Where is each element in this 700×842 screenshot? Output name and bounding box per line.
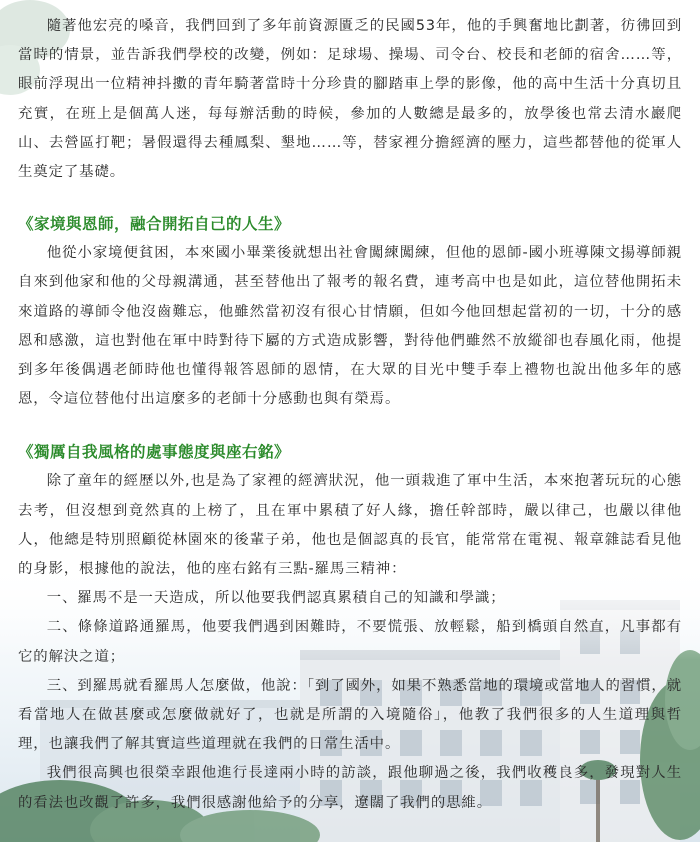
- mentor-paragraph: 他從小家境便貧困，本來國小畢業後就想出社會闖練闖練，但他的恩師-國小班導陳文揚導師親自來到他家和他的父母親溝通，甚至替他出了報考的報名費，連考高中也是如此，這位替他開拓未來道路的導師令他沒齒難忘，他雖然當初沒有很心甘情願，但如今他回想起當初的一切，十分的感恩和感激，這也對他在軍中時對待下屬的方式造成影響，對待他們雖然不放縱卻也春風化雨，他提到多年後偶遇老師時他也懂得報答恩師的恩情，在大眾的目光中雙手奉上禮物也說出他多年的感恩，令這位替他付出這麼多的老師十分感動也與有榮焉。: [18, 245, 682, 408]
- motto-item-1: 一、羅馬不是一天造成，所以他要我們認真累積自己的知識和學識；: [46, 590, 506, 607]
- motto-item-2: 二、條條道路通羅馬，他要我們遇到困難時，不要慌張、放輕鬆，船到橋頭自然直，凡事都有它的解決之道；: [18, 619, 682, 665]
- intro-paragraph: 隨著他宏亮的嗓音，我們回到了多年前資源匱乏的民國53年，他的手興奮地比劃著，彷彿回到當時的情景，並告訴我們學校的改變，例如：足球場、操場、司令台、校長和老師的宿舍……等，眼前浮現出一位精神抖擻的青年騎著當時十分珍貴的腳踏車上學的影像，他的高中生活十分真切且充實，在班上是個萬人迷，每每辦活動的時候，參加的人數總是最多的，放學後也常去清水巖爬山、去營區打靶；暑假還得去種鳳梨、墾地……等，替家裡分擔經濟的壓力，這些都替他的從軍人生奠定了基礎。: [18, 18, 682, 181]
- closing-paragraph: 我們很高興也很榮幸跟他進行長達兩小時的訪談，跟他聊過之後，我們收穫良多，發現對人生的看法也改觀了許多，我們很感謝他給予的分享，遼闊了我們的思維。: [18, 765, 682, 811]
- section-heading-family-and-mentor: 《家境與恩師，融合開拓自己的人生》: [18, 215, 291, 234]
- article-body: [18, 12, 682, 818]
- motto-intro-paragraph: 除了童年的經歷以外,也是為了家裡的經濟狀況，他一頭栽進了軍中生活，本來抱著玩玩的心態去考，但沒想到竟然真的上榜了，且在軍中累積了好人緣，擔任幹部時，嚴以律己，也嚴以律他人，他總是特別照顧從林園來的後輩子弟，他也是個認真的長官，能常常在電視、報章雜誌看見他的身影，根據他的說法，他的座右銘有三點-羅馬三精神：: [18, 473, 682, 578]
- motto-item-3: 三、到羅馬就看羅馬人怎麼做，他說：「到了國外，如果不熟悉當地的環境或當地人的習慣，就看當地人在做甚麼或怎麼做就好了，也就是所謂的入境隨俗」，他教了我們很多的人生道理與哲理，也讓我們了解其實這些道理就在我們的日常生活中。: [18, 677, 682, 753]
- section-heading-motto: 《獨厲自我風格的處事態度與座右銘》: [18, 443, 291, 462]
